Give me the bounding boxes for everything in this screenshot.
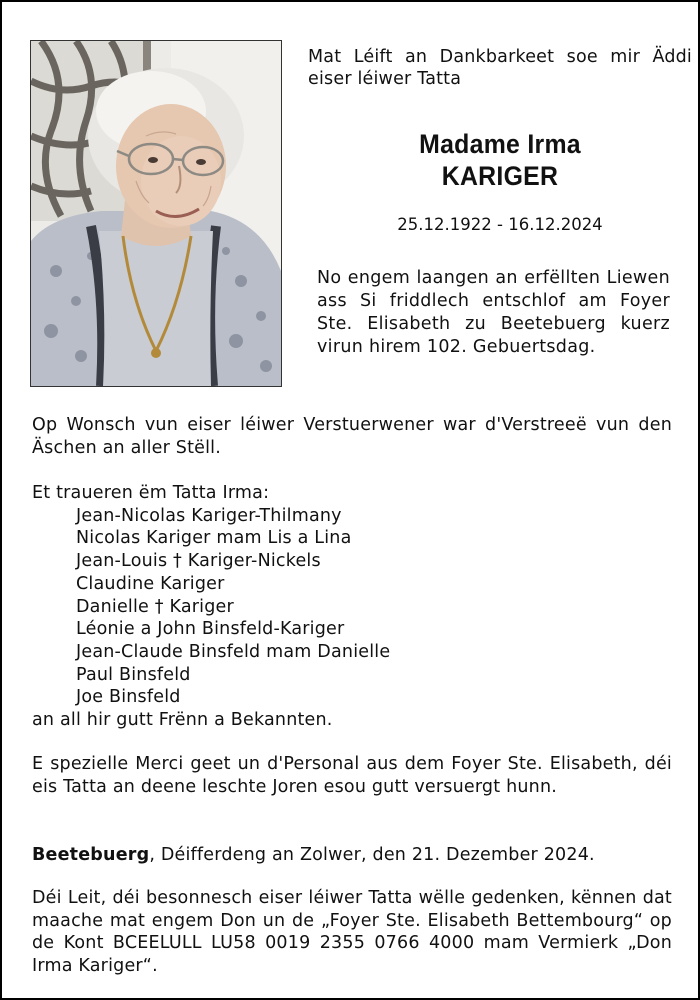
mourner-item: Léonie a John Binsfeld-Kariger [76,619,345,640]
mourner-item: Jean-Claude Binsfeld mam Danielle [76,641,391,662]
mourner-item: Jean-Louis † Kariger-Nickels [76,551,321,572]
mourners-intro: Et traueren ëm Tatta Irma: [32,483,270,503]
place-date-text: , Déifferdeng an Zolwer, den 21. Dezember 2024. [149,845,595,865]
place-name: Beetebuerg [32,845,150,865]
wish-text: Op Wonsch vun eiser léiwer Verstuerwener war d'Verstreeë vun den Äschen an aller Stëll. [32,415,672,458]
portrait-photo [30,40,282,387]
name-line-2: KARIGER [441,161,559,191]
mourners-outro: an all hir gutt Frënn a Bekannten. [32,710,333,731]
portrait-illustration [31,41,281,386]
mourners-list [32,505,672,709]
mourner-item: Danielle † Kariger [76,596,234,617]
life-dates: 25.12.1922 - 16.12.2024 [397,215,603,234]
mourner-item: Paul Binsfeld [76,664,191,685]
intro-text: Mat Léift an Dankbarkeet soe mir Äddi eiser léiwer Tatta [308,47,692,89]
donation-text: Déi Leit, déi besonnesch eiser léiwer Tatta wëlle gedenken, kënnen dat maache mat engem Don un de „Foyer Ste. Elisabeth Bettembourg“ op de Kont BCEELULL LU58 0019 2355 0766 4000 mam Vermierk „Don Irma Kariger“. [32,888,672,977]
mourner-item: Nicolas Kariger mam Lis a Lina [76,528,352,549]
deceased-name [323,128,676,192]
mourner-item: Claudine Kariger [76,573,225,594]
place-date-line [32,844,672,867]
mourner-item: Jean-Nicolas Kariger-Thilmany [76,505,342,526]
name-line-1: Madame Irma [419,129,581,159]
thanks-text: E spezielle Merci geet un d'Personal aus dem Foyer Ste. Elisabeth, déi eis Tatta an deene leschte Joren esou gutt versuergt hunn. [32,754,672,797]
mourners-section [32,482,672,732]
mourner-item: Joe Binsfeld [76,687,181,708]
passing-text: No engem laangen an erfëllten Liewen ass Si friddlech entschlof am Foyer Ste. Elisabeth zu Beetebuerg kuerz virun hirem 102. Gebuertsdag. [317,268,670,357]
